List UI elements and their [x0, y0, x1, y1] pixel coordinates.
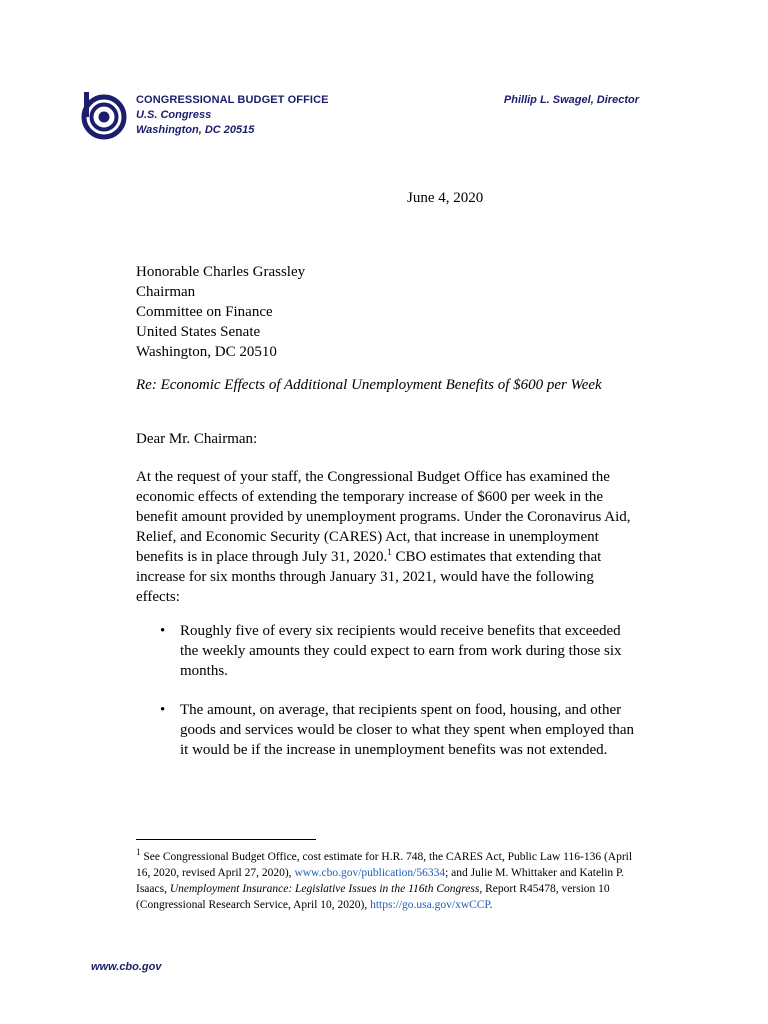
letter-date: June 4, 2020 [407, 190, 484, 206]
paragraph-text: At the request of your staff, the Congressional Budget Office has examined the economic effects of extending the temporary increase of $600 per week in the benefit amount provided by unemployment programs. Under the Coronavirus Aid, Relief, and Economic Security (CARES) Act, that increase in unemployment benefits is in place through July 31, 2020. [136, 469, 631, 565]
footnote-text: . [489, 899, 493, 911]
addressee-line: Committee on Finance [136, 304, 273, 320]
footnote-text: ; and Julie M. Whittaker and Katelin P. Isaacs, [136, 867, 625, 895]
subject-line: Re: Economic Effects of Additional Unemployment Benefits of $600 per Week [136, 377, 602, 393]
bullet-icon: • [160, 702, 166, 718]
effects-list [160, 621, 640, 779]
list-item-text: Roughly five of every six recipients would receive benefits that exceeded the weekly amounts they could expect to earn from work during those six months. [180, 623, 622, 679]
org-city: Washington, DC 20515 [136, 124, 255, 136]
footnote-text: , Report R45478, version 10 (Congressional Research Service, April 10, 2020), [136, 883, 610, 911]
footer-website-link[interactable]: www.cbo.gov [91, 961, 162, 973]
footnote-divider [136, 839, 316, 840]
footnote-text: See Congressional Budget Office, cost estimate for H.R. 748, the CARES Act, Public Law 116-136 (April 16, 2020, revised April 27, 2020), [136, 851, 633, 879]
letterhead-address [136, 93, 329, 138]
org-subtitle: U.S. Congress [136, 109, 212, 121]
crs-report-link[interactable]: https://go.usa.gov/xwCCP [370, 899, 490, 911]
addressee-line: Washington, DC 20510 [136, 344, 277, 360]
list-item-text: The amount, on average, that recipients spent on food, housing, and other goods and services would be closer to what they spent when employed than it would be if the increase in unemployment benefits was not extended. [180, 702, 635, 758]
addressee-line: Chairman [136, 284, 196, 300]
list-item [160, 700, 640, 760]
footnote-reference[interactable]: 1 [387, 547, 392, 557]
body-paragraph [136, 467, 636, 607]
list-item [160, 621, 640, 681]
addressee-block [136, 262, 305, 362]
footnote-marker: 1 [136, 847, 141, 858]
org-name: CONGRESSIONAL BUDGET OFFICE [136, 94, 329, 106]
footnote [136, 849, 634, 913]
addressee-line: Honorable Charles Grassley [136, 264, 306, 280]
director-name: Phillip L. Swagel, Director [503, 94, 639, 106]
cbo-publication-link[interactable]: www.cbo.gov/publication/56334 [294, 867, 446, 879]
salutation: Dear Mr. Chairman: [136, 431, 258, 447]
paragraph-text: CBO estimates that extending that increase for six months through January 31, 2021, would have the following effects: [136, 549, 602, 605]
cbo-logo-icon [79, 90, 129, 140]
footnote-title: Unemployment Insurance: Legislative Issues in the 116th Congress [169, 883, 480, 895]
addressee-line: United States Senate [136, 324, 261, 340]
bullet-icon: • [160, 623, 166, 639]
